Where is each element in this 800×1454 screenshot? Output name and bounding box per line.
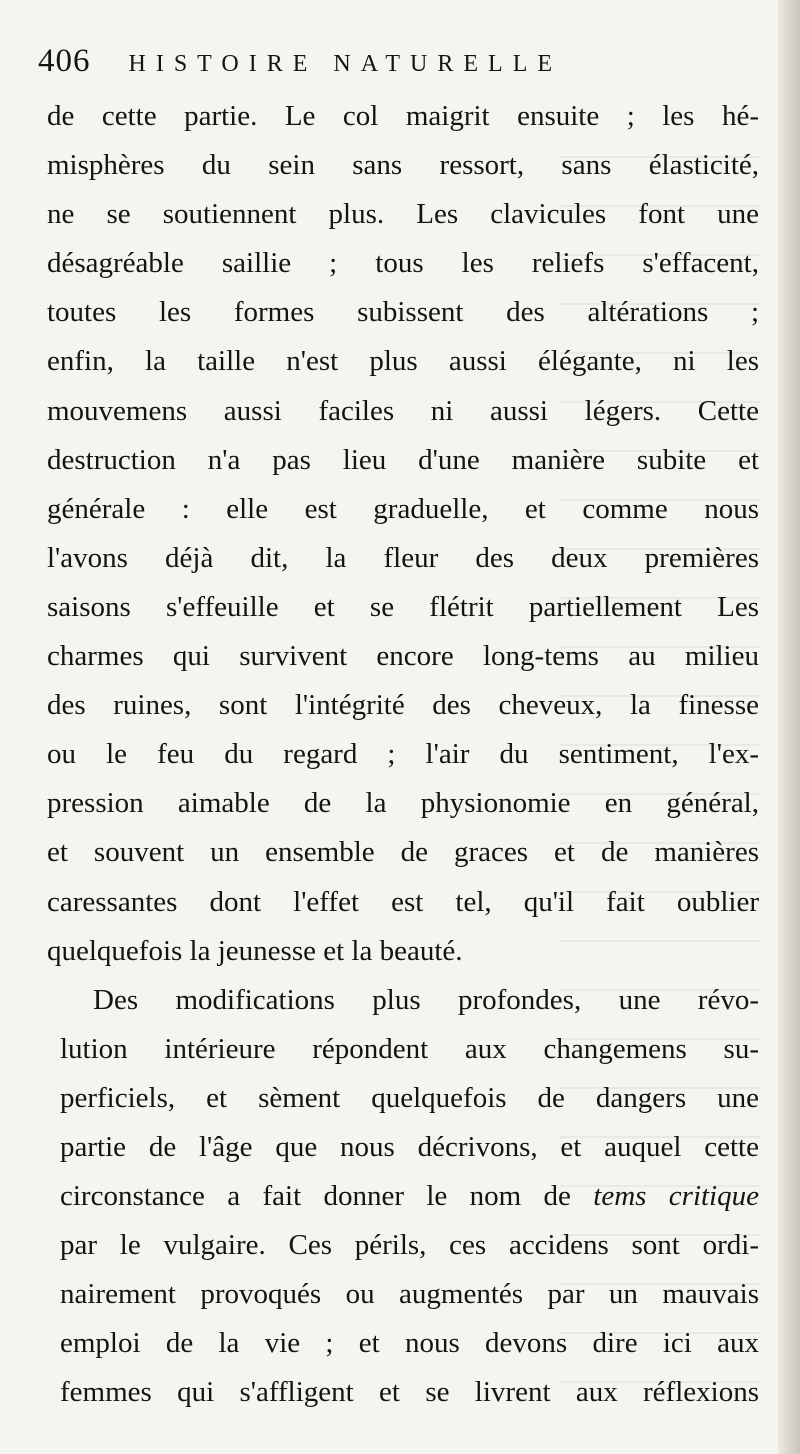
text-line: lution intérieure répondent aux changemens su- (60, 1032, 759, 1065)
body-text (47, 92, 759, 1418)
text-line: enfin, la taille n'est plus aussi élégante, ni les (47, 345, 759, 378)
italic-term: tems critique (593, 1180, 759, 1213)
text-line: mouvemens aussi faciles ni aussi légers. Cette (47, 394, 759, 427)
text-line: et souvent un ensemble de graces et de manières (47, 836, 759, 869)
text-line: quelquefois la jeunesse et la beauté. (47, 934, 463, 967)
text-line: Des modifications plus profondes, une révo- (93, 983, 759, 1016)
text-line: perficiels, et sèment quelquefois de dangers une (60, 1081, 759, 1114)
page-edge (778, 0, 800, 1454)
page-header (38, 40, 758, 90)
text-line: des ruines, sont l'intégrité des cheveux, la finesse (47, 689, 759, 722)
text-line-part: circonstance a fait donner le nom de (60, 1180, 594, 1213)
text-line: ne se soutiennent plus. Les clavicules font une (47, 198, 759, 231)
text-line: partie de l'âge que nous décrivons, et auquel cette (60, 1130, 759, 1163)
text-line: misphères du sein sans ressort, sans élasticité, (47, 149, 759, 182)
text-line: destruction n'a pas lieu d'une manière subite et (47, 443, 759, 476)
text-line: de cette partie. Le col maigrit ensuite ; les hé- (47, 100, 759, 132)
text-line: emploi de la vie ; et nous devons dire ici aux (60, 1327, 759, 1360)
text-line: saisons s'effeuille et se flétrit partiellement Les (47, 590, 759, 623)
running-head: HISTOIRE NATURELLE (128, 51, 563, 77)
text-line: par le vulgaire. Ces périls, ces accidens sont ordi- (60, 1229, 759, 1262)
text-line: toutes les formes subissent des altérations ; (47, 296, 759, 329)
page-number: 406 (38, 43, 91, 79)
text-line: femmes qui s'affligent et se livrent aux réflexions (60, 1376, 759, 1409)
text-line: l'avons déjà dit, la fleur des deux premières (47, 541, 759, 574)
text-line: pression aimable de la physionomie en général, (47, 787, 759, 820)
text-line: caressantes dont l'effet est tel, qu'il fait oublier (47, 885, 759, 918)
text-line: charmes qui survivent encore long-tems au milieu (47, 640, 759, 673)
text-line (47, 1172, 759, 1221)
text-line: désagréable saillie ; tous les reliefs s'effacent, (47, 247, 759, 280)
text-line: nairement provoqués ou augmentés par un mauvais (60, 1278, 759, 1311)
text-line: ou le feu du regard ; l'air du sentiment, l'ex- (47, 738, 759, 771)
text-line: générale : elle est graduelle, et comme nous (47, 492, 759, 525)
